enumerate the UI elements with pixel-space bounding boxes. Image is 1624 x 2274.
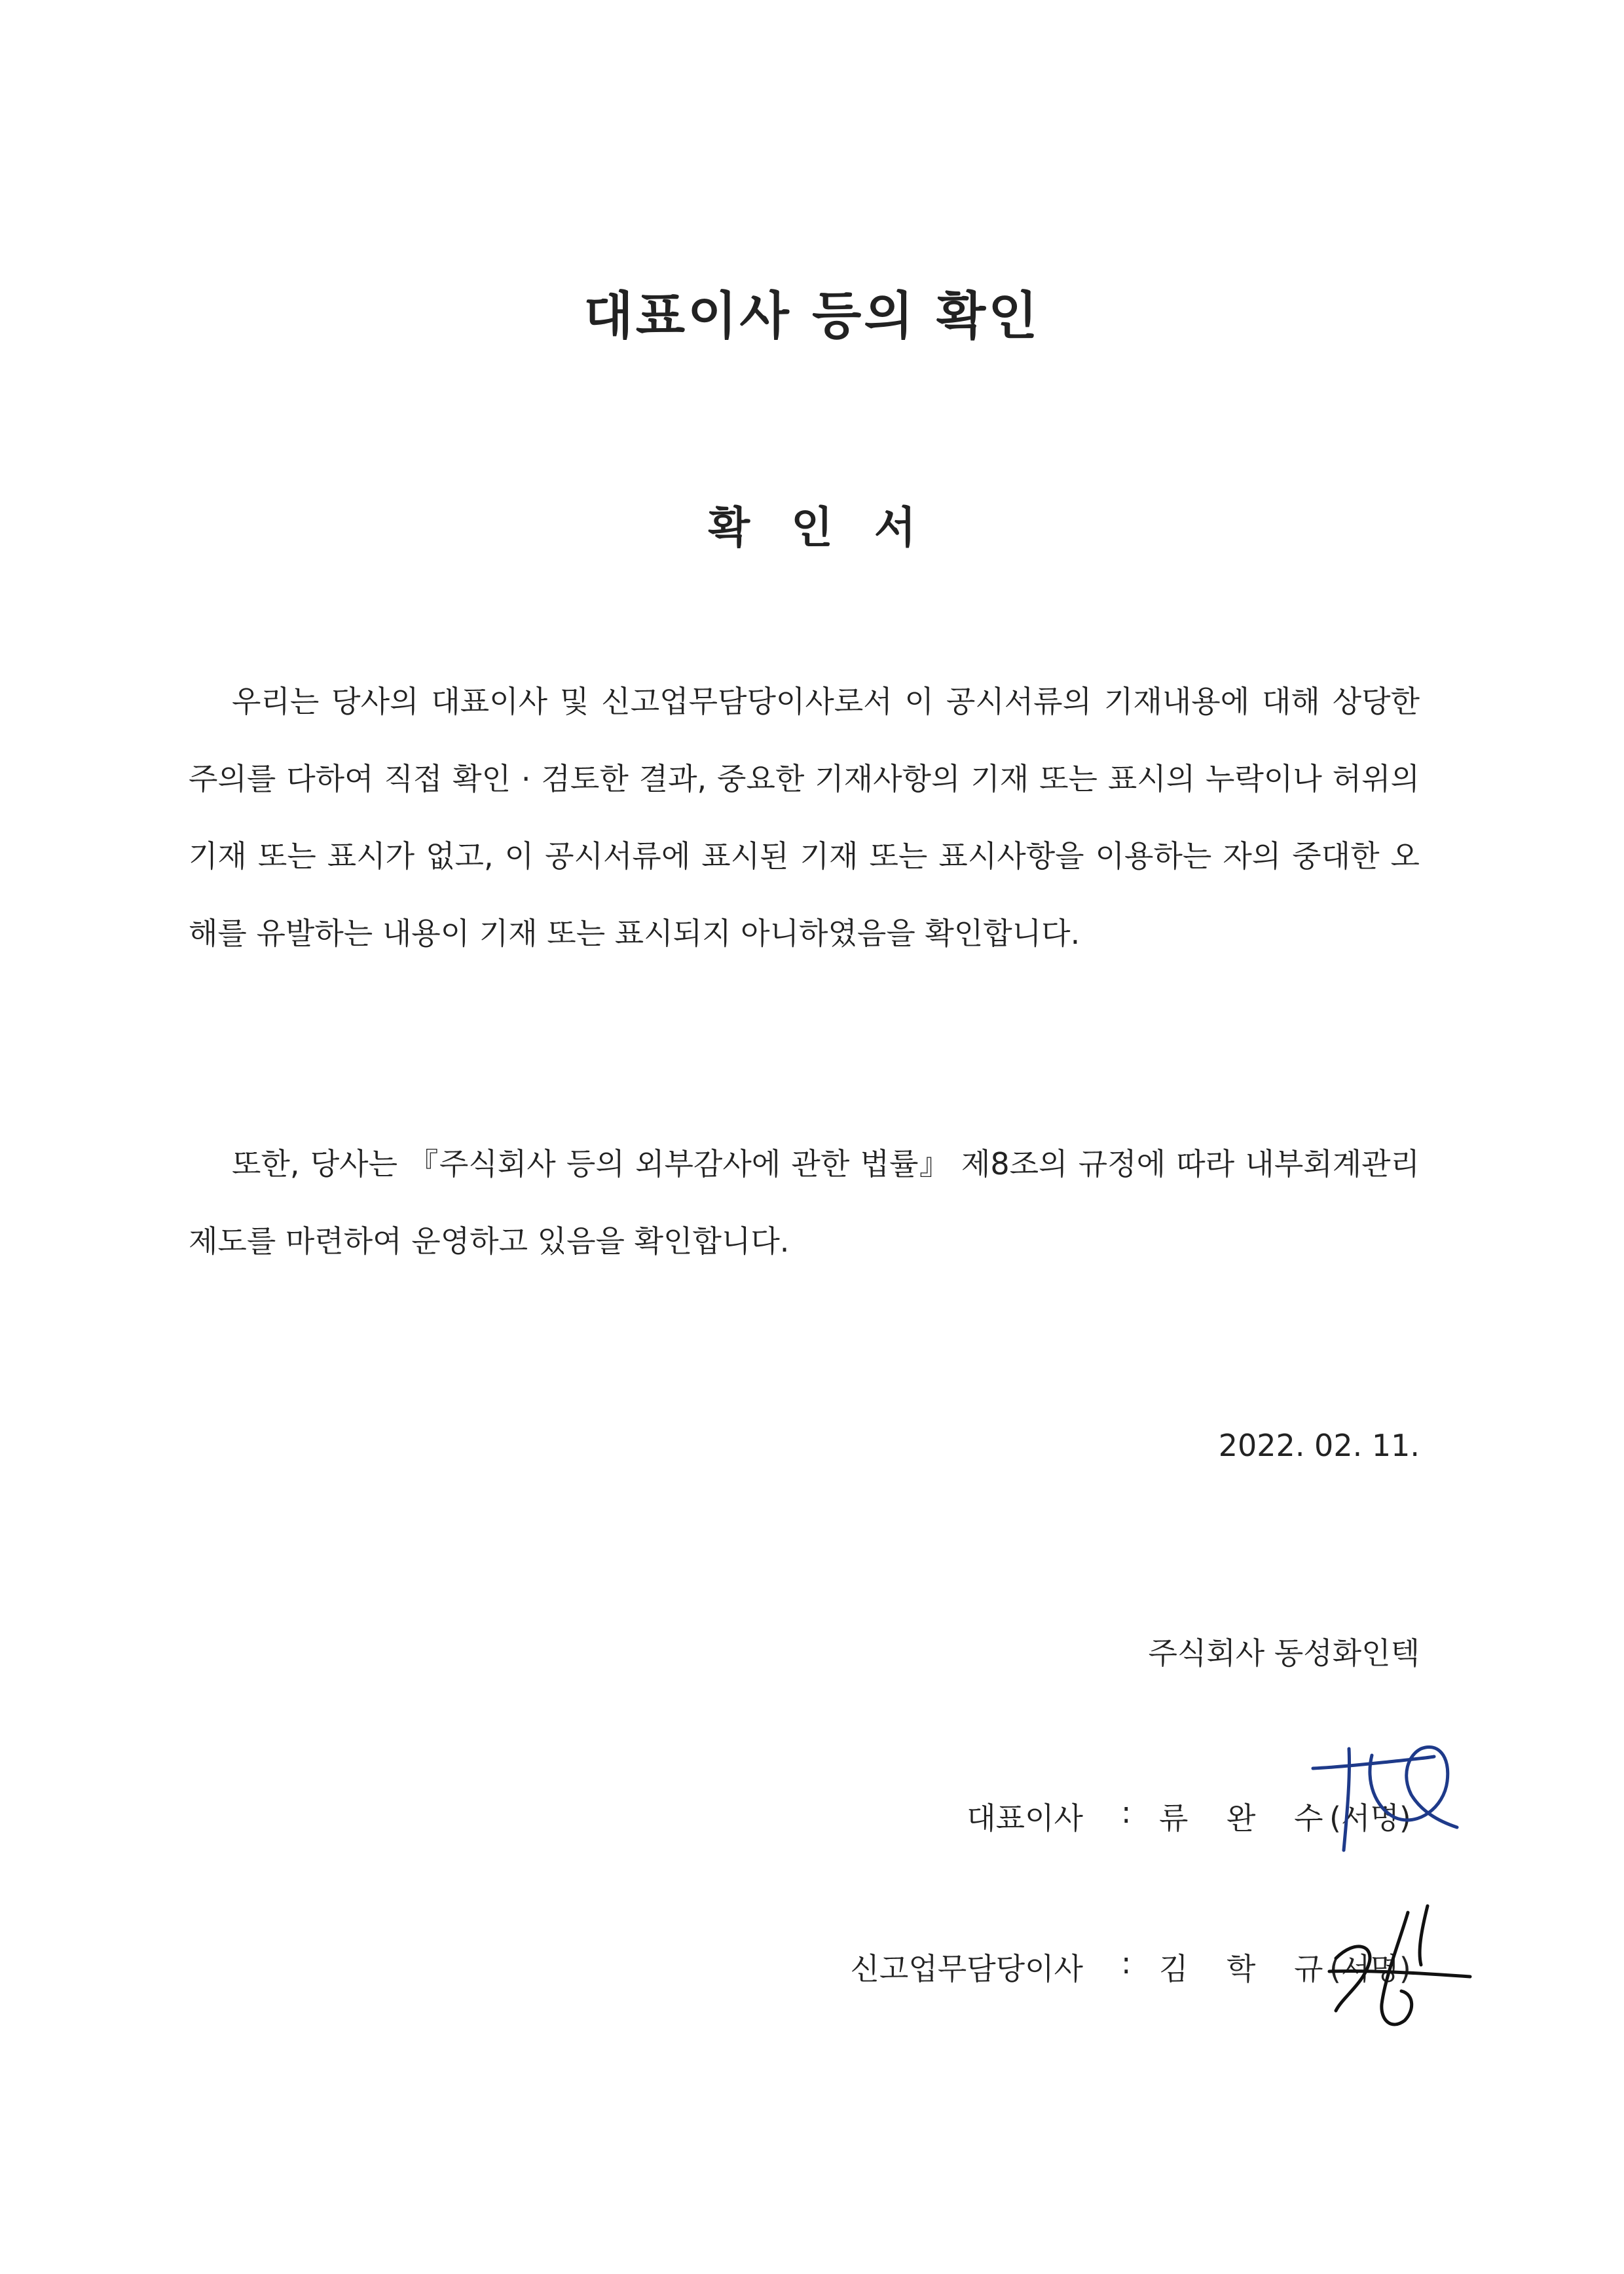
confirmation-paragraph (189, 663, 1420, 972)
document-title: 대표이사 등의 확인 (583, 287, 1041, 346)
internal-control-paragraph (189, 1125, 1420, 1280)
officer-handwritten-signature (1323, 1899, 1473, 2037)
ceo-handwritten-signature (1303, 1729, 1460, 1860)
signature-label: (서명) (1329, 1800, 1411, 1836)
document-date: 2022. 02. 11. (1218, 1428, 1420, 1463)
company-name: 주식회사 동성화인텍 (1148, 1635, 1420, 1671)
document-subtitle: 확 인 서 (708, 502, 916, 553)
signatory-name: 류 완 수 (1159, 1800, 1338, 1836)
confirmation-paragraph-text: 우리는 당사의 대표이사 및 신고업무담당이사로서 이 공시서류의 기재내용에 대해 상당한 주의를 다하여 직접 확인 · 검토한 결과, 중요한 기재사항의 기재 또는 표시의 누락이나 허위의 기재 또는 표시가 없고, 이 공시서류에 표시된 기재 또는 표시사항을 이용하는 자의 중대한 오해를 유발하는 내용이 기재 또는 표시되지 아니하였음을 확인합니다. (189, 684, 1420, 951)
signatory-role: 대표이사 (967, 1800, 1083, 1836)
signatory-role: 신고업무담당이사 (850, 1951, 1083, 1986)
signatory-separator: : (1121, 1795, 1132, 1830)
signatory-name: 김 학 규 (1159, 1951, 1338, 1986)
internal-control-paragraph-text: 또한, 당사는 『주식회사 등의 외부감사에 관한 법률』 제8조의 규정에 따라 내부회계관리제도를 마련하여 운영하고 있음을 확인합니다. (189, 1146, 1420, 1259)
signatory-separator: : (1121, 1945, 1132, 1981)
signature-label: (서명) (1329, 1951, 1411, 1986)
